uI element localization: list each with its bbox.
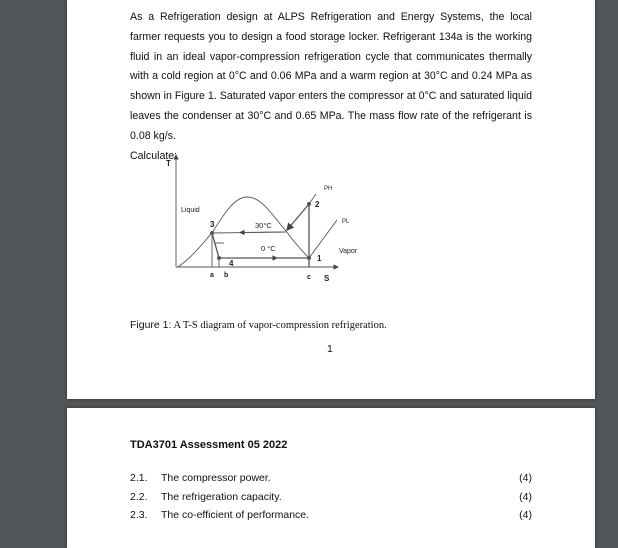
liquid-label: Liquid <box>181 207 200 214</box>
question-number: 2.2. <box>130 491 148 503</box>
question-number: 2.3. <box>130 509 148 521</box>
point-3-label: 3 <box>210 220 215 229</box>
caption-text: A T-S diagram of vapor-compression refrigeration. <box>171 320 387 331</box>
page-2 <box>67 408 595 548</box>
question-text: The compressor power. <box>161 472 271 484</box>
point-4-label: 4 <box>229 259 234 268</box>
figure-caption <box>130 319 387 331</box>
calculate-label: Calculate: <box>130 149 178 162</box>
tick-c: c <box>307 274 311 281</box>
problem-text: As a Refrigeration design at ALPS Refrigeration and Energy Systems, the local farmer requests you to design a food storage locker. Refrigerant 134a is the working fluid in an ideal vapor-compression refrigeration cycle that communicates thermally with a cold region at 0°C and 0.06 MPa and a warm region at 30°C and 0.24 MPa as shown in Figure 1. Saturated vapor enters the compressor at 0°C and saturated liquid leaves the condenser at 30°C and 0.65 MPa. The mass flow rate of the refrigerant is 0.08 kg/s. <box>130 11 532 142</box>
ph-label: PH <box>324 186 333 192</box>
t-axis-label: T <box>166 159 171 168</box>
question-text: The refrigeration capacity. <box>161 491 282 503</box>
pl-label: PL <box>342 219 350 225</box>
assessment-heading: TDA3701 Assessment 05 2022 <box>130 439 288 451</box>
question-number: 2.1. <box>130 472 148 484</box>
vapor-label: Vapor <box>339 248 358 255</box>
question-text: The co-efficient of performance. <box>161 509 310 521</box>
t-low-label: 0 °C <box>261 244 276 253</box>
page-number: 1 <box>327 343 333 355</box>
tick-a: a <box>210 272 214 279</box>
tick-b: b <box>224 272 229 279</box>
point-1-label: 1 <box>317 254 322 263</box>
caption-label: Figure 1: <box>130 319 172 331</box>
question-marks: (4) <box>519 509 532 521</box>
s-axis-label: S <box>324 274 330 283</box>
question-marks: (4) <box>519 472 532 484</box>
point-2-label: 2 <box>315 200 320 209</box>
t-high-label: 30°C <box>255 221 272 230</box>
page-1-overlay <box>67 0 595 399</box>
question-marks: (4) <box>519 491 532 503</box>
